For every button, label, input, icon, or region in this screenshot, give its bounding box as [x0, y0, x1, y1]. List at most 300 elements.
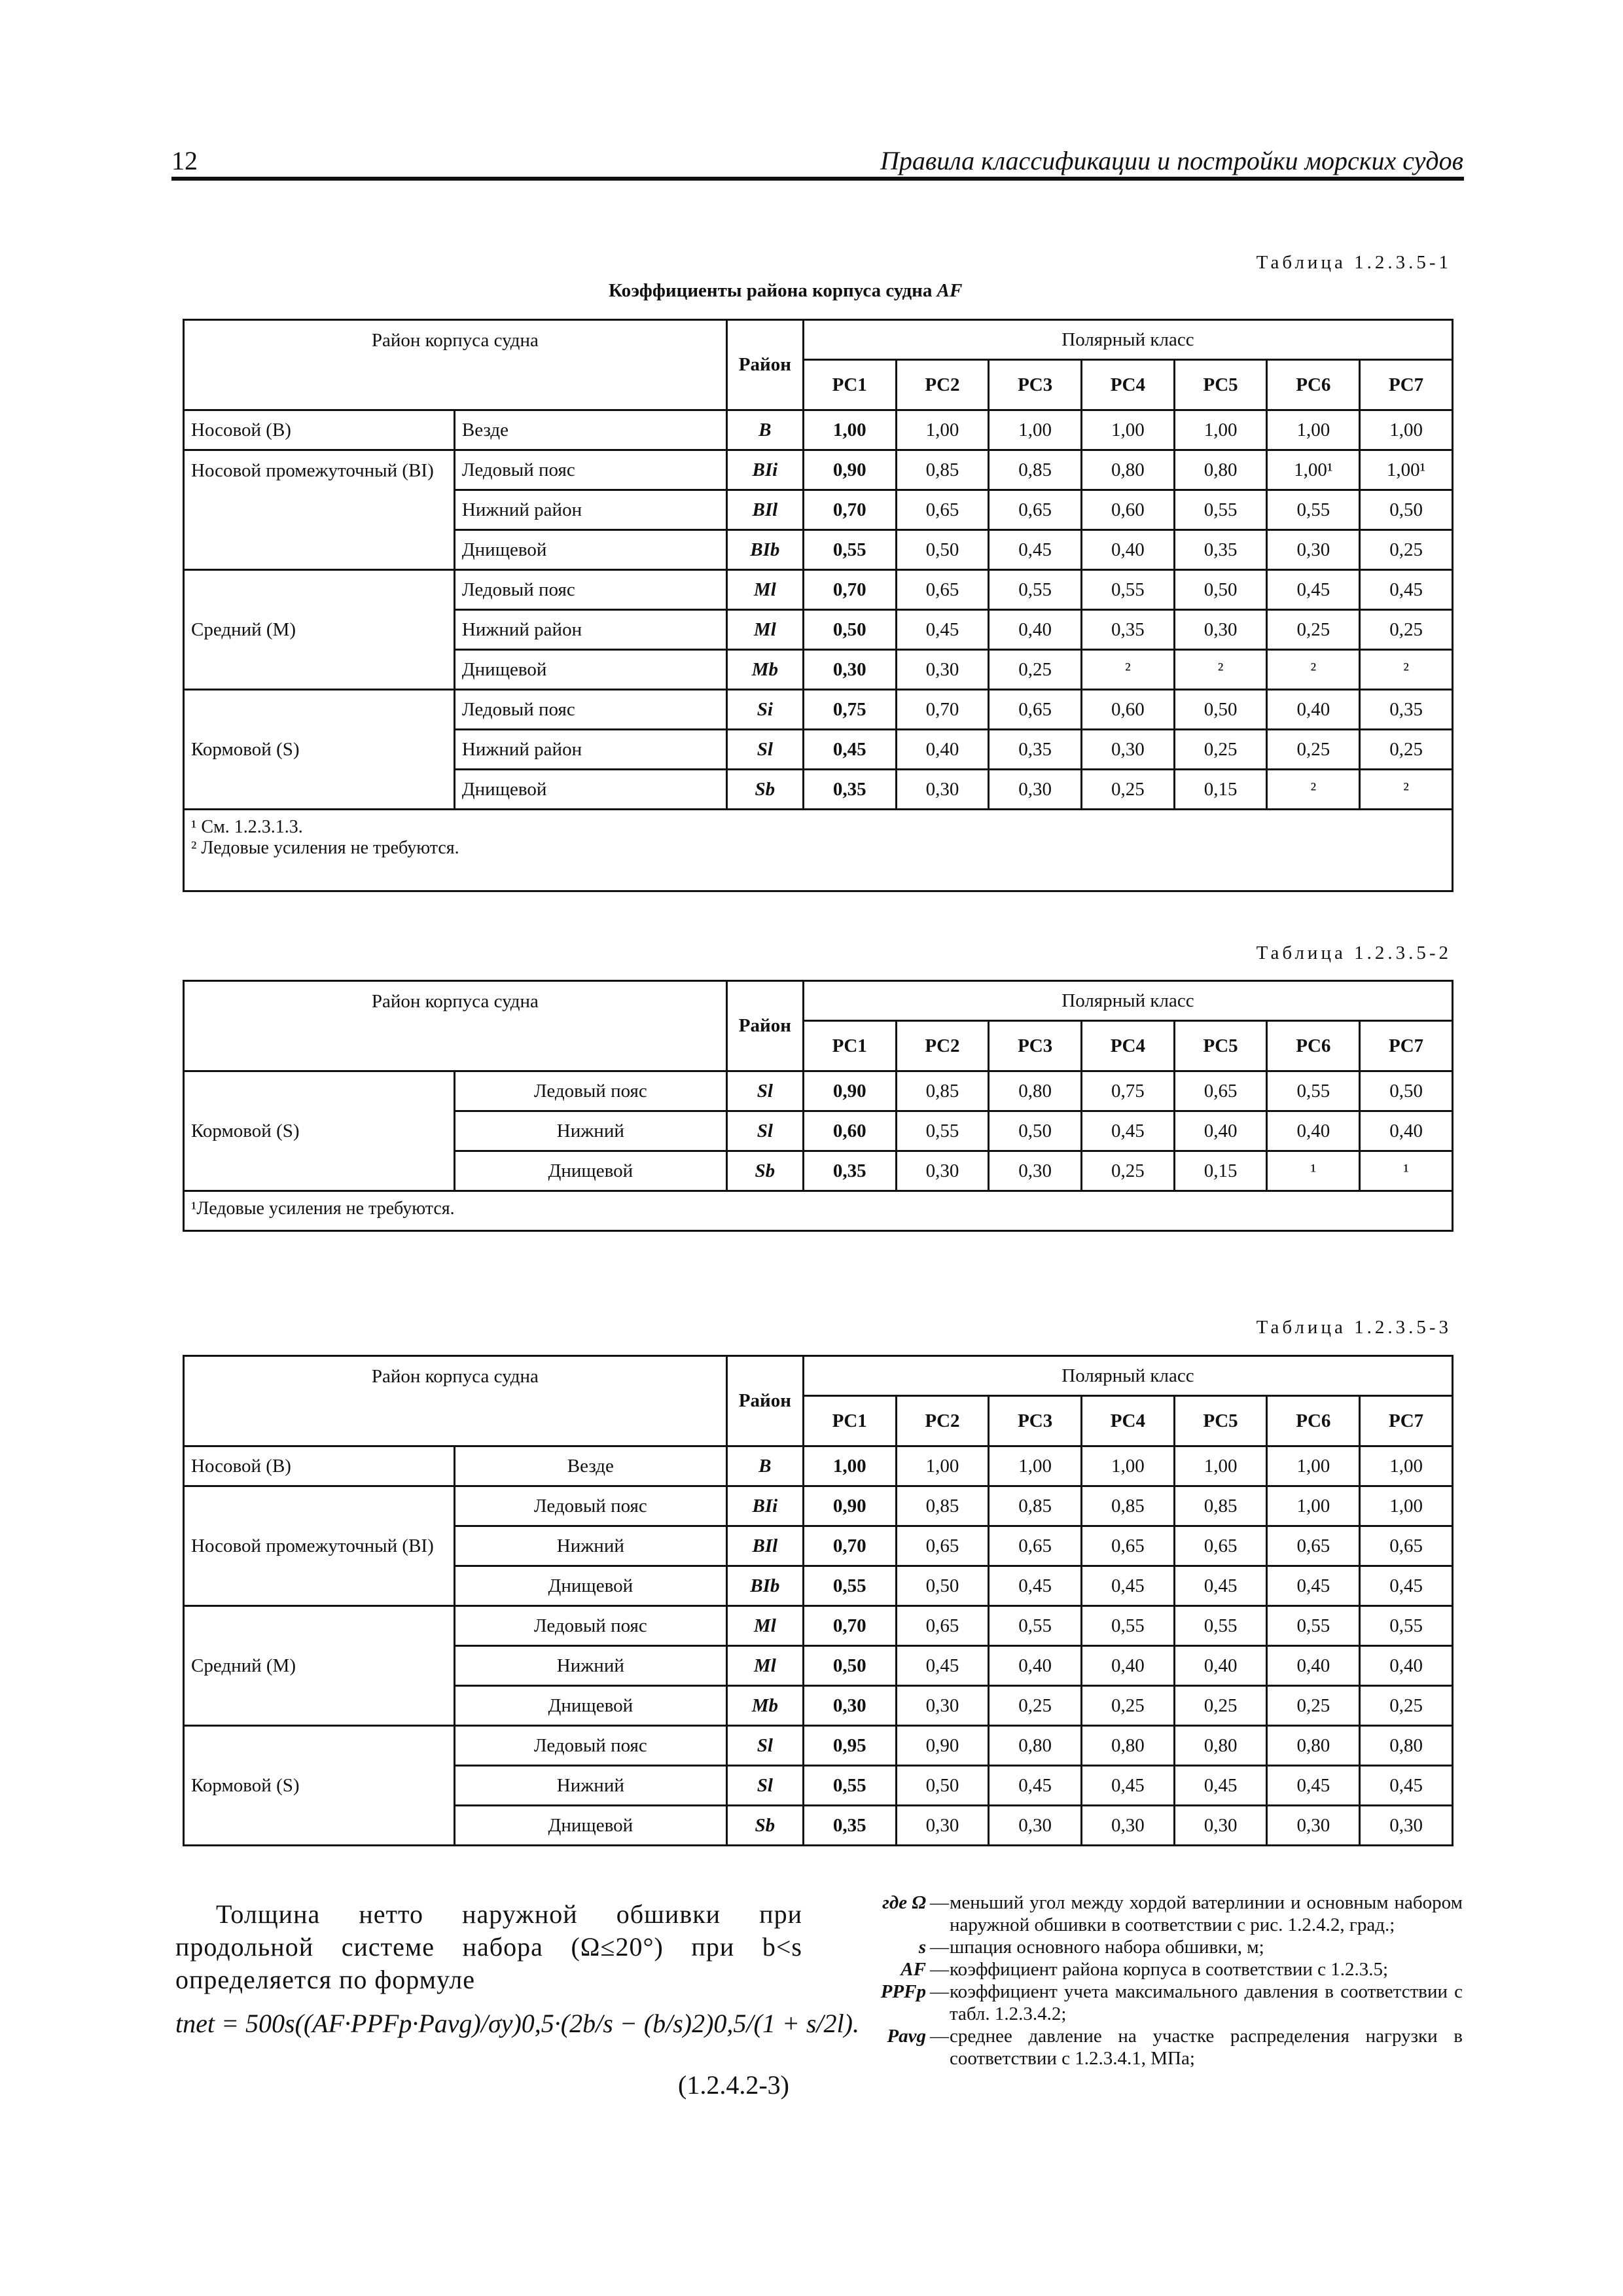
definition-text: шпация основного набора обшивки, м; — [950, 1937, 1264, 1958]
table1-value: 0,75 — [803, 690, 896, 730]
table1-value: 0,25 — [1267, 730, 1360, 770]
table3-value: 0,40 — [1267, 1646, 1360, 1686]
table3-class-header: PC7 — [1360, 1396, 1453, 1446]
table1-value: 0,40 — [989, 610, 1082, 650]
table1-value: 0,50 — [803, 610, 896, 650]
table1-value: 0,30 — [989, 770, 1082, 810]
table1-value: 0,45 — [896, 610, 989, 650]
table1-value: 0,55 — [803, 530, 896, 570]
table3-value: 0,30 — [1360, 1806, 1453, 1846]
definition-symbol: Pavg — [887, 2026, 926, 2047]
table3-value: 1,00 — [896, 1446, 989, 1486]
table1-value: 0,70 — [803, 490, 896, 530]
table1-value: 0,90 — [803, 450, 896, 490]
definition-item — [834, 2025, 1463, 2070]
table3-subarea: Ледовый пояс — [454, 1486, 726, 1526]
table3-class-header: PC3 — [989, 1396, 1082, 1446]
table1-area-name: Средний (M) — [184, 570, 455, 690]
table3-class-header: PC6 — [1267, 1396, 1360, 1446]
table2-value: ¹ — [1267, 1151, 1360, 1191]
table2-value: 0,15 — [1174, 1151, 1267, 1191]
table1-value: 1,00 — [896, 410, 989, 450]
definition-text: меньший угол между хордой ватерлинии и основным набором наружной обшивки в соответствии с рис. 1.2.4.2, град.; — [950, 1892, 1463, 1935]
table3-class-header: PC1 — [803, 1396, 896, 1446]
table3-value: 0,45 — [1082, 1566, 1175, 1606]
table2-value: 0,55 — [896, 1111, 989, 1151]
table1-class-header: PC4 — [1082, 360, 1175, 410]
table1-value: 0,25 — [1360, 730, 1453, 770]
table1-value: 0,60 — [1082, 490, 1175, 530]
definition-item — [834, 1958, 1463, 1981]
table3-region-symbol: BIl — [726, 1526, 803, 1566]
definition-item — [834, 1892, 1463, 1936]
table3-value: 0,85 — [896, 1486, 989, 1526]
table3-value: 1,00 — [1267, 1446, 1360, 1486]
table1-subarea: Ледовый пояс — [454, 450, 726, 490]
table2-head-region: Район — [726, 981, 803, 1071]
table1-class-header: PC5 — [1174, 360, 1267, 410]
table3-region-symbol: Mb — [726, 1686, 803, 1726]
table3 — [183, 1355, 1454, 1846]
table1-subarea: Днищевой — [454, 770, 726, 810]
table2-class-header: PC5 — [1174, 1021, 1267, 1071]
table3-class-header: PC2 — [896, 1396, 989, 1446]
table1-value: 1,00 — [1174, 410, 1267, 450]
table1-region-symbol: Mb — [726, 650, 803, 690]
table1-value: 0,25 — [1360, 610, 1453, 650]
table3-value: 0,55 — [803, 1766, 896, 1806]
table3-value: 0,30 — [1267, 1806, 1360, 1846]
table1-value: 0,40 — [1082, 530, 1175, 570]
table3-region-symbol: Sb — [726, 1806, 803, 1846]
table1-subarea: Днищевой — [454, 530, 726, 570]
table1-value: ² — [1082, 650, 1175, 690]
table3-table-row — [184, 1606, 1453, 1646]
table1-value: 1,00 — [1360, 410, 1453, 450]
table2-subarea: Нижний — [454, 1111, 726, 1151]
table1-footnote-2: ² Ледовые усиления не требуются. — [191, 838, 459, 858]
table2-value: 0,60 — [803, 1111, 896, 1151]
table1-footnote-1: ¹ См. 1.2.3.1.3. — [191, 817, 303, 837]
table2-class-header: PC2 — [896, 1021, 989, 1071]
table1-value: 0,65 — [989, 490, 1082, 530]
table2-head-row — [184, 981, 1453, 1021]
table2-class-header: PC7 — [1360, 1021, 1453, 1071]
table2-value: 0,30 — [989, 1151, 1082, 1191]
table2-footnote-1: ¹Ледовые усиления не требуются. — [191, 1198, 455, 1219]
table3-value: 0,55 — [803, 1566, 896, 1606]
table3-value: 0,30 — [989, 1806, 1082, 1846]
table3-value: 1,00 — [803, 1446, 896, 1486]
table3-value: 0,45 — [1174, 1566, 1267, 1606]
table3-area-name: Носовой промежуточный (BI) — [184, 1486, 455, 1606]
table2-value: 0,50 — [1360, 1071, 1453, 1111]
table3-region-symbol: Sl — [726, 1766, 803, 1806]
table1-table-row — [184, 410, 1453, 450]
table1-region-symbol: Sb — [726, 770, 803, 810]
table1-head-area: Район корпуса судна — [184, 320, 727, 410]
table1-footnotes — [184, 810, 1453, 891]
table1-region-symbol: B — [726, 410, 803, 450]
table3-value: 0,45 — [1082, 1766, 1175, 1806]
table3-value: 1,00 — [1267, 1486, 1360, 1526]
table2-value: 0,45 — [1082, 1111, 1175, 1151]
body-paragraph: Толщина нетто наружной обшивки при продольной системе набора (Ω≤20°) при b<s определяется по формуле — [175, 1899, 802, 1994]
table3-value: 0,80 — [1174, 1726, 1267, 1766]
table3-value: 0,25 — [1267, 1686, 1360, 1726]
formula: tnet = 500s((AF·PPFp·Pavg)/σy)0,5·(2b/s − (b/s)2)0,5/(1 + s/2l). — [175, 2009, 859, 2038]
table3-value: 0,65 — [1174, 1526, 1267, 1566]
table2-head-area: Район корпуса судна — [184, 981, 727, 1071]
table3-subarea: Днищевой — [454, 1566, 726, 1606]
table3-region-symbol: BIi — [726, 1486, 803, 1526]
table1-value: 0,30 — [896, 770, 989, 810]
table1-value: 0,50 — [1360, 490, 1453, 530]
table2-value: 0,35 — [803, 1151, 896, 1191]
table1-footnote-row — [184, 810, 1453, 891]
table1-value: 1,00 — [989, 410, 1082, 450]
table1-value: 0,55 — [989, 570, 1082, 610]
table1-value: 0,30 — [1174, 610, 1267, 650]
definition-text: коэффициент района корпуса в соответствии с 1.2.3.5; — [950, 1959, 1389, 1980]
table3-table-row — [184, 1726, 1453, 1766]
table1-value: 0,85 — [989, 450, 1082, 490]
table2-value: 0,90 — [803, 1071, 896, 1111]
table1-value: 0,55 — [1267, 490, 1360, 530]
table3-value: 0,50 — [803, 1646, 896, 1686]
table1-value: 0,50 — [896, 530, 989, 570]
table2-class-header: PC1 — [803, 1021, 896, 1071]
table2-value: ¹ — [1360, 1151, 1453, 1191]
table2-class-header: PC3 — [989, 1021, 1082, 1071]
table1-value: 1,00 — [803, 410, 896, 450]
table3-subarea: Ледовый пояс — [454, 1726, 726, 1766]
table1-value: 0,65 — [989, 690, 1082, 730]
table1-value: 0,30 — [1267, 530, 1360, 570]
table1-value: 0,35 — [1360, 690, 1453, 730]
table1-area-name: Кормовой (S) — [184, 690, 455, 810]
definition-symbol: PPFp — [880, 1981, 926, 2002]
table1-value: 0,25 — [1360, 530, 1453, 570]
table2-footnote-row — [184, 1191, 1453, 1231]
table1-head-row — [184, 320, 1453, 360]
table3-class-header: PC4 — [1082, 1396, 1175, 1446]
table2-value: 0,55 — [1267, 1071, 1360, 1111]
table3-value: 0,65 — [896, 1526, 989, 1566]
table3-value: 0,55 — [1082, 1606, 1175, 1646]
table3-value: 0,95 — [803, 1726, 896, 1766]
table1-table-row — [184, 690, 1453, 730]
table3-value: 0,25 — [1174, 1686, 1267, 1726]
table1-region-symbol: BIb — [726, 530, 803, 570]
table1-value: ² — [1360, 650, 1453, 690]
table1-value: 1,00¹ — [1360, 450, 1453, 490]
table1-value: 0,80 — [1082, 450, 1175, 490]
running-title: Правила классификации и постройки морских судов — [880, 146, 1463, 175]
table3-value: 0,45 — [1360, 1566, 1453, 1606]
table1-value: 0,30 — [896, 650, 989, 690]
table3-value: 0,85 — [1174, 1486, 1267, 1526]
table1-title-symbol: AF — [936, 280, 963, 301]
definition-item — [834, 1936, 1463, 1958]
table2-caption: Таблица 1.2.3.5-2 — [1256, 942, 1452, 963]
table3-subarea: Нижний — [454, 1526, 726, 1566]
table1-value: 0,45 — [803, 730, 896, 770]
table2-region-symbol: Sl — [726, 1111, 803, 1151]
table2-subarea: Ледовый пояс — [454, 1071, 726, 1111]
table1-value: 0,65 — [896, 570, 989, 610]
table2-table-row — [184, 1071, 1453, 1111]
table3-value: 1,00 — [1082, 1446, 1175, 1486]
table3-area-name: Средний (M) — [184, 1606, 455, 1726]
table2-area-name: Кормовой (S) — [184, 1071, 455, 1191]
table1-value: ² — [1360, 770, 1453, 810]
definition-item — [834, 1981, 1463, 2025]
table2-region-symbol: Sl — [726, 1071, 803, 1111]
table3-value: 0,80 — [1082, 1726, 1175, 1766]
table1 — [183, 319, 1454, 892]
table1-value: 0,35 — [1082, 610, 1175, 650]
table1-value: 0,85 — [896, 450, 989, 490]
table2-value: 0,40 — [1267, 1111, 1360, 1151]
table1-value: 0,70 — [896, 690, 989, 730]
table3-area-name: Носовой (B) — [184, 1446, 455, 1486]
table1-class-header: PC1 — [803, 360, 896, 410]
table3-value: 0,85 — [1082, 1486, 1175, 1526]
table1-value: 0,45 — [989, 530, 1082, 570]
table1-value: 1,00 — [1267, 410, 1360, 450]
table3-value: 0,45 — [989, 1566, 1082, 1606]
table2-class-header: PC6 — [1267, 1021, 1360, 1071]
table3-subarea: Везде — [454, 1446, 726, 1486]
table1-subarea: Нижний район — [454, 730, 726, 770]
table3-value: 0,30 — [1174, 1806, 1267, 1846]
table1-value: 0,80 — [1174, 450, 1267, 490]
table2-value: 0,25 — [1082, 1151, 1175, 1191]
table3-value: 0,55 — [1174, 1606, 1267, 1646]
definition-dash: — — [930, 1959, 949, 1980]
table3-region-symbol: B — [726, 1446, 803, 1486]
table3-value: 0,70 — [803, 1606, 896, 1646]
table1-value: 0,30 — [803, 650, 896, 690]
definition-symbol: где Ω — [882, 1892, 926, 1913]
table1-value: 0,70 — [803, 570, 896, 610]
table3-value: 0,30 — [896, 1686, 989, 1726]
table1-subarea: Нижний район — [454, 490, 726, 530]
table3-value: 0,55 — [1267, 1606, 1360, 1646]
table3-value: 0,45 — [1267, 1566, 1360, 1606]
table3-value: 0,45 — [1267, 1766, 1360, 1806]
table3-value: 0,45 — [896, 1646, 989, 1686]
table1-region-symbol: Ml — [726, 570, 803, 610]
table3-area-name: Кормовой (S) — [184, 1726, 455, 1846]
table1-title — [609, 280, 962, 302]
table1-subarea: Нижний район — [454, 610, 726, 650]
table3-subarea: Ледовый пояс — [454, 1606, 726, 1646]
table3-value: 0,50 — [896, 1566, 989, 1606]
table3-value: 0,50 — [896, 1766, 989, 1806]
table2-value: 0,50 — [989, 1111, 1082, 1151]
table1-value: 0,30 — [1082, 730, 1175, 770]
table3-value: 0,45 — [989, 1766, 1082, 1806]
table3-subarea: Нижний — [454, 1646, 726, 1686]
table1-value: 0,25 — [1267, 610, 1360, 650]
table3-value: 0,80 — [1360, 1726, 1453, 1766]
table1-area-name: Носовой (B) — [184, 410, 455, 450]
table3-region-symbol: Sl — [726, 1726, 803, 1766]
table3-value: 0,70 — [803, 1526, 896, 1566]
table1-title-text: Коэффициенты района корпуса судна — [609, 280, 933, 301]
definition-dash: — — [930, 1892, 949, 1913]
header-rule — [171, 177, 1464, 181]
table3-value: 0,30 — [1082, 1806, 1175, 1846]
table1-region-symbol: Sl — [726, 730, 803, 770]
table1-value: 0,60 — [1082, 690, 1175, 730]
table1-value: 0,45 — [1267, 570, 1360, 610]
table3-value: 0,65 — [1360, 1526, 1453, 1566]
table1-subarea: Везде — [454, 410, 726, 450]
table3-value: 0,90 — [803, 1486, 896, 1526]
table1-caption: Таблица 1.2.3.5-1 — [1256, 252, 1452, 273]
table2-value: 0,65 — [1174, 1071, 1267, 1111]
definition-text: коэффициент учета максимального давления в соответствии с табл. 1.2.3.4.2; — [950, 1981, 1463, 2024]
table2-value: 0,30 — [896, 1151, 989, 1191]
table2-class-header: PC4 — [1082, 1021, 1175, 1071]
table1-region-symbol: Ml — [726, 610, 803, 650]
table1-value: ² — [1174, 650, 1267, 690]
table1-table-row — [184, 570, 1453, 610]
table3-value: 0,45 — [1174, 1766, 1267, 1806]
table1-region-symbol: BIi — [726, 450, 803, 490]
table1-value: 0,35 — [1174, 530, 1267, 570]
table3-value: 0,85 — [989, 1486, 1082, 1526]
table3-value: 0,80 — [989, 1726, 1082, 1766]
table1-value: 0,40 — [896, 730, 989, 770]
table3-value: 0,30 — [896, 1806, 989, 1846]
table3-value: 0,30 — [803, 1686, 896, 1726]
table3-value: 0,40 — [1082, 1646, 1175, 1686]
table3-value: 1,00 — [1174, 1446, 1267, 1486]
table3-value: 0,65 — [989, 1526, 1082, 1566]
table3-value: 0,35 — [803, 1806, 896, 1846]
table1-value: ² — [1267, 650, 1360, 690]
table2-subarea: Днищевой — [454, 1151, 726, 1191]
table3-value: 0,65 — [1082, 1526, 1175, 1566]
table1-area-name: Носовой промежуточный (BI) — [184, 450, 455, 570]
table2-region-symbol: Sb — [726, 1151, 803, 1191]
table3-value: 0,40 — [989, 1646, 1082, 1686]
table1-value: 0,35 — [989, 730, 1082, 770]
table1-value: 0,45 — [1360, 570, 1453, 610]
table1-value: 0,50 — [1174, 690, 1267, 730]
table1-class-header: PC3 — [989, 360, 1082, 410]
definition-dash: — — [930, 1937, 949, 1958]
table3-value: 1,00 — [1360, 1486, 1453, 1526]
table3-value: 0,55 — [1360, 1606, 1453, 1646]
definition-dash: — — [930, 2026, 949, 2047]
table1-head-region: Район — [726, 320, 803, 410]
table1-value: 0,25 — [1082, 770, 1175, 810]
formula-number: (1.2.4.2-3) — [678, 2070, 789, 2100]
definition-text: среднее давление на участке распределения нагрузки в соответствии с 1.2.3.4.1, МПа; — [950, 2026, 1463, 2069]
table3-value: 0,90 — [896, 1726, 989, 1766]
table1-head-polar: Полярный класс — [803, 320, 1452, 360]
table2-footnotes — [184, 1191, 1453, 1231]
table3-value: 0,45 — [1360, 1766, 1453, 1806]
table3-value: 0,25 — [989, 1686, 1082, 1726]
definition-dash: — — [930, 1981, 949, 2002]
table1-subarea: Днищевой — [454, 650, 726, 690]
table3-class-header: PC5 — [1174, 1396, 1267, 1446]
table1-value: 0,25 — [1174, 730, 1267, 770]
table3-value: 1,00 — [989, 1446, 1082, 1486]
table1-value: 0,50 — [1174, 570, 1267, 610]
table3-region-symbol: Ml — [726, 1646, 803, 1686]
definition-symbol: s — [918, 1937, 926, 1958]
table1-value: 0,65 — [896, 490, 989, 530]
definition-symbol: AF — [901, 1959, 926, 1980]
table3-subarea: Нижний — [454, 1766, 726, 1806]
table3-subarea: Днищевой — [454, 1806, 726, 1846]
table1-value: 0,25 — [989, 650, 1082, 690]
table3-value: 1,00 — [1360, 1446, 1453, 1486]
table3-subarea: Днищевой — [454, 1686, 726, 1726]
table2-value: 0,80 — [989, 1071, 1082, 1111]
table1-table-row — [184, 450, 1453, 490]
table3-head-area: Район корпуса судна — [184, 1356, 727, 1446]
page-number: 12 — [171, 146, 198, 175]
table3-region-symbol: BIb — [726, 1566, 803, 1606]
table2-head-polar: Полярный класс — [803, 981, 1452, 1021]
table3-value: 0,40 — [1174, 1646, 1267, 1686]
table1-class-header: PC6 — [1267, 360, 1360, 410]
table1-region-symbol: Si — [726, 690, 803, 730]
table1-value: 1,00¹ — [1267, 450, 1360, 490]
table3-region-symbol: Ml — [726, 1606, 803, 1646]
table1-value: 0,40 — [1267, 690, 1360, 730]
table1-value: 1,00 — [1082, 410, 1175, 450]
table2-value: 0,40 — [1360, 1111, 1453, 1151]
table3-value: 0,65 — [896, 1606, 989, 1646]
table3-head-region: Район — [726, 1356, 803, 1446]
table3-head-polar: Полярный класс — [803, 1356, 1452, 1396]
table3-value: 0,25 — [1360, 1686, 1453, 1726]
table1-value: 0,55 — [1082, 570, 1175, 610]
table1-region-symbol: BIl — [726, 490, 803, 530]
table3-table-row — [184, 1446, 1453, 1486]
table1-value: ² — [1267, 770, 1360, 810]
table1-value: 0,55 — [1174, 490, 1267, 530]
table1-subarea: Ледовый пояс — [454, 690, 726, 730]
table2-value: 0,75 — [1082, 1071, 1175, 1111]
table3-table-row — [184, 1486, 1453, 1526]
table3-caption: Таблица 1.2.3.5-3 — [1256, 1317, 1452, 1338]
table3-value: 0,65 — [1267, 1526, 1360, 1566]
table3-head-row — [184, 1356, 1453, 1396]
table2-value: 0,40 — [1174, 1111, 1267, 1151]
table3-value: 0,80 — [1267, 1726, 1360, 1766]
table3-value: 0,40 — [1360, 1646, 1453, 1686]
table2 — [183, 980, 1454, 1232]
table3-value: 0,55 — [989, 1606, 1082, 1646]
table1-class-header: PC7 — [1360, 360, 1453, 410]
table1-subarea: Ледовый пояс — [454, 570, 726, 610]
table3-value: 0,25 — [1082, 1686, 1175, 1726]
table1-value: 0,15 — [1174, 770, 1267, 810]
table1-value: 0,35 — [803, 770, 896, 810]
table2-value: 0,85 — [896, 1071, 989, 1111]
table1-class-header: PC2 — [896, 360, 989, 410]
